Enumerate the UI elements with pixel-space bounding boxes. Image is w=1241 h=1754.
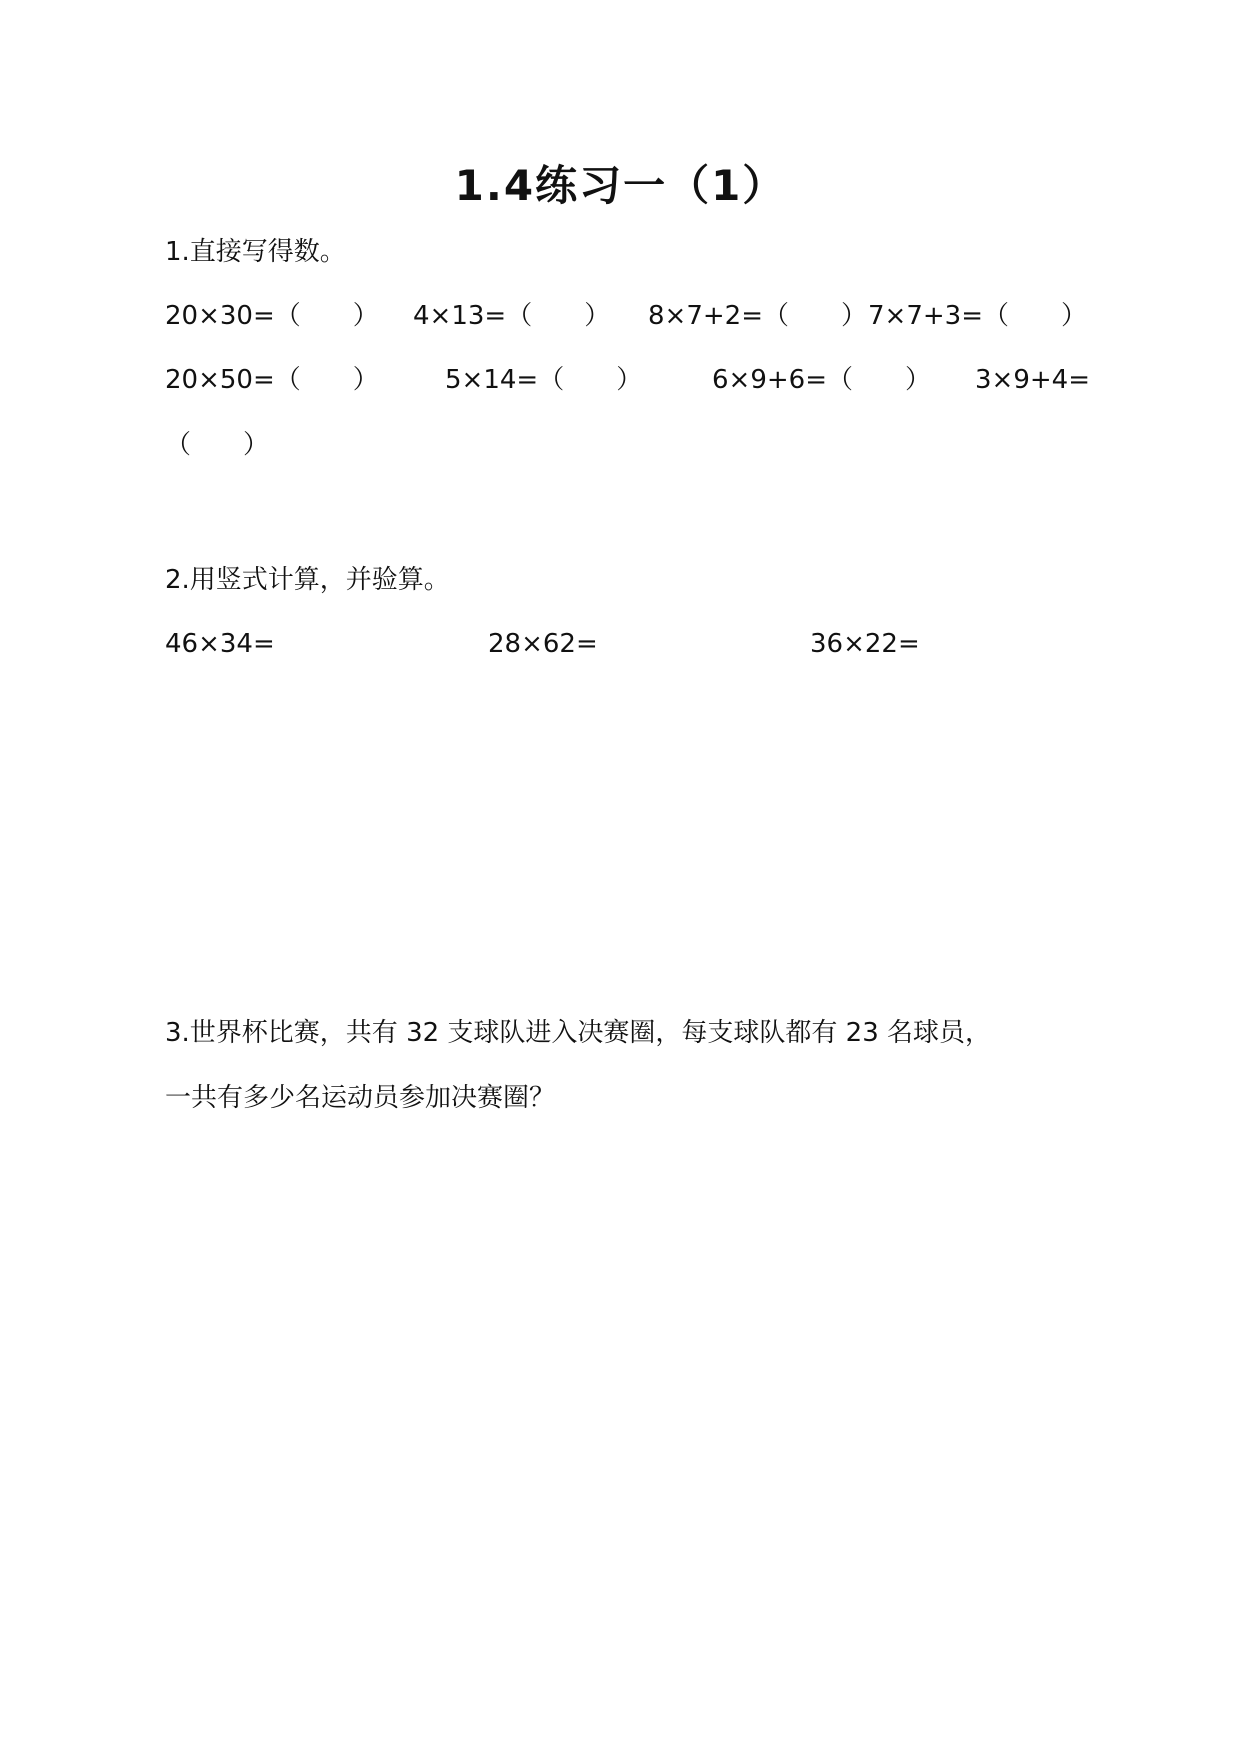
q2-heading: 2.用竖式计算，并验算。	[165, 565, 450, 595]
q1-row2-item-1: 20×50=（ ）	[165, 365, 379, 395]
q2-item-1: 46×34=	[165, 629, 275, 659]
q1-row3-blank: （ ）	[165, 430, 270, 460]
q1-row1-item-4: 7×7+3=（ ）	[868, 301, 1087, 331]
q3-line-2: 一共有多少名运动员参加决赛圈？	[165, 1083, 556, 1113]
q1-row2-item-4: 3×9+4=	[975, 365, 1090, 395]
q1-row1-item-1: 20×30=（ ）	[165, 301, 379, 331]
q1-row1-item-3: 8×7+2=（ ）	[648, 301, 867, 331]
q3-line-1: 3.世界杯比赛，共有 32 支球队进入决赛圈，每支球队都有 23 名球员，	[165, 1018, 992, 1048]
q1-row2-item-3: 6×9+6=（ ）	[712, 365, 931, 395]
page-title: 1.4练习一（1）	[454, 161, 787, 210]
q1-row2-item-2: 5×14=（ ）	[445, 365, 643, 395]
q2-item-2: 28×62=	[488, 629, 598, 659]
q1-row1-item-2: 4×13=（ ）	[413, 301, 611, 331]
q1-heading: 1.直接写得数。	[165, 237, 346, 267]
q2-item-3: 36×22=	[810, 629, 920, 659]
